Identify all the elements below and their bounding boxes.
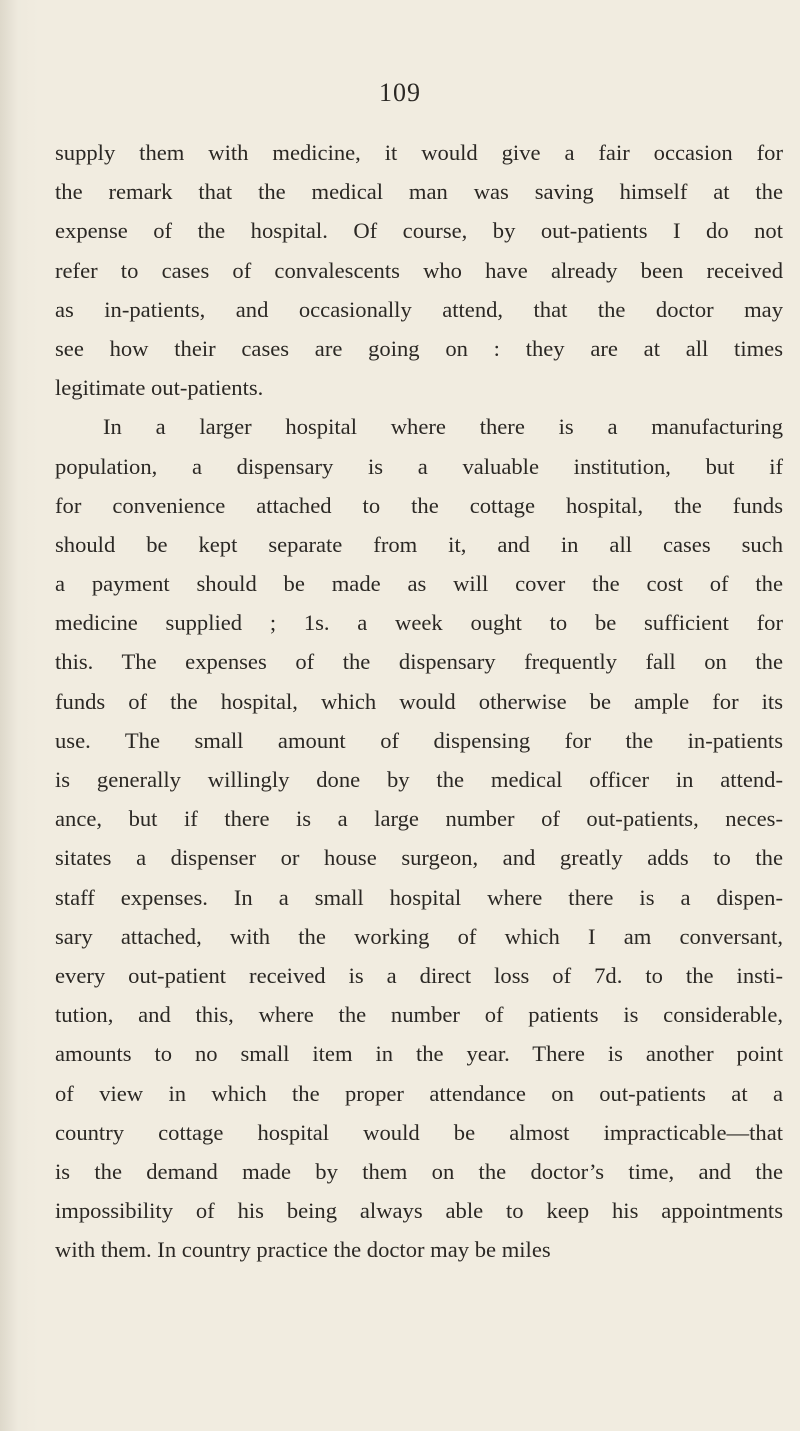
- paragraph-1: [55, 133, 783, 407]
- text-line: with them. In country practice the doctor may be miles: [55, 1237, 551, 1263]
- text-line: sitates a dispenser or house surgeon, and greatly adds to the: [55, 845, 783, 871]
- text-line: is the demand made by them on the doctor’s time, and the: [55, 1158, 783, 1184]
- text-line: use. The small amount of dispensing for the in-patients: [55, 727, 783, 753]
- text-line: staff expenses. In a small hospital where there is a dispen-: [55, 884, 783, 910]
- text-line: supply them with medicine, it would give a fair occasion for: [55, 140, 783, 165]
- text-line: tution, and this, where the number of patients is considerable,: [55, 1002, 783, 1028]
- text-line: every out-patient received is a direct loss of 7d. to the insti-: [55, 962, 783, 988]
- text-line: see how their cases are going on : they are at all times: [55, 335, 783, 361]
- text-line: is generally willingly done by the medical officer in attend-: [55, 767, 783, 792]
- text-line: the remark that the medical man was saving himself at the: [55, 179, 783, 205]
- text-line: of view in which the proper attendance on out-patients at a: [55, 1080, 783, 1106]
- text-line: a payment should be made as will cover the cost of the: [55, 571, 783, 597]
- text-line: medicine supplied ; 1s. a week ought to be sufficient for: [55, 610, 783, 636]
- text-line: for convenience attached to the cottage hospital, the funds: [55, 492, 783, 518]
- body-text: [55, 133, 783, 1269]
- text-line: sary attached, with the working of which I am conversant,: [55, 923, 783, 949]
- text-line: In a larger hospital where there is a manufacturing: [103, 414, 783, 440]
- paragraph-2: [55, 407, 783, 1269]
- text-line: as in-patients, and occasionally attend, that the doctor may: [55, 296, 783, 322]
- text-line: refer to cases of convalescents who have already been received: [55, 257, 783, 283]
- text-line: this. The expenses of the dispensary frequently fall on the: [55, 649, 783, 675]
- text-line: amounts to no small item in the year. There is another point: [55, 1041, 783, 1067]
- page-number: 109: [379, 78, 421, 107]
- text-line: expense of the hospital. Of course, by out-patients I do not: [55, 218, 783, 244]
- text-line: funds of the hospital, which would otherwise be ample for its: [55, 688, 783, 714]
- text-line: ance, but if there is a large number of out-patients, neces-: [55, 806, 783, 832]
- text-line: impossibility of his being always able to keep his appointments: [55, 1198, 783, 1224]
- text-line: legitimate out-patients.: [55, 375, 264, 401]
- text-line: should be kept separate from it, and in all cases such: [55, 531, 783, 557]
- text-line: population, a dispensary is a valuable institution, but if: [55, 453, 783, 479]
- text-line: country cottage hospital would be almost impracticable—that: [55, 1119, 783, 1145]
